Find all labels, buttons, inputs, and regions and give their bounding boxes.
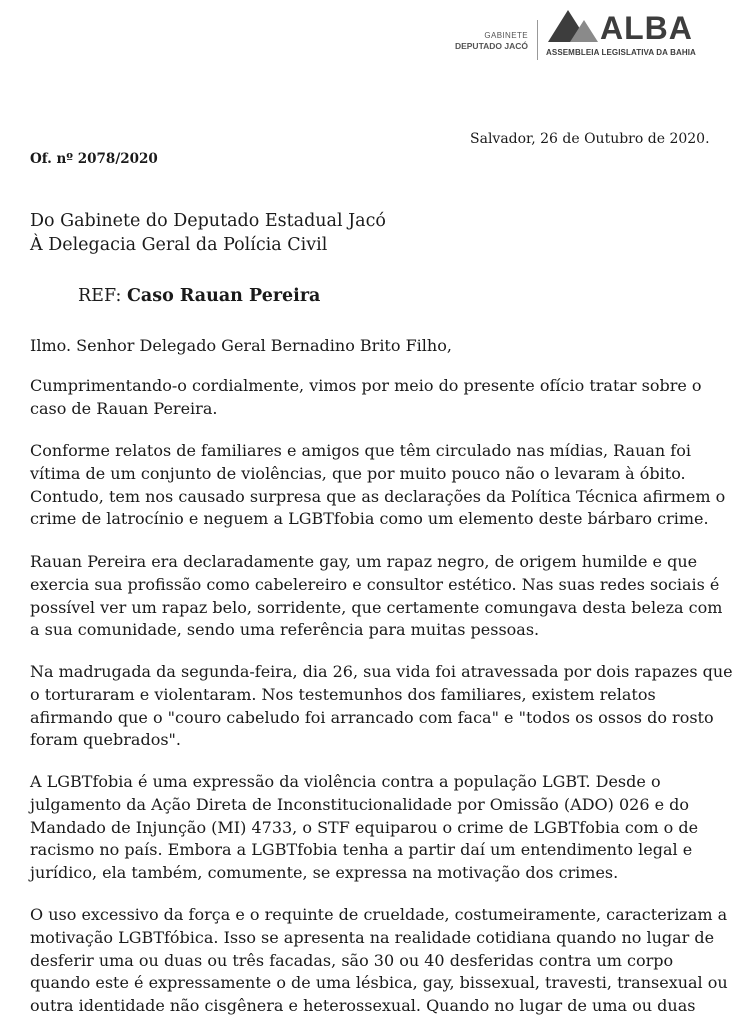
paragraph-line: Rauan Pereira era declaradamente gay, um rapaz negro, de origem humilde e que [30, 552, 698, 571]
paragraph-line: quando este é expressamente o de uma lésbica, gay, bissexual, travesti, transexual ou [30, 973, 728, 993]
to-line: À Delegacia Geral da Polícia Civil [30, 235, 328, 255]
gabinete-line-1: GABINETE [484, 31, 528, 40]
paragraph-line: Cumprimentando-o cordialmente, vimos por meio do presente ofício tratar sobre o [30, 376, 702, 395]
paragraph-line: caso de Rauan Pereira. [30, 398, 218, 418]
gabinete-label [452, 30, 528, 52]
letter-date: Salvador, 26 de Outubro de 2020. [470, 131, 710, 147]
paragraph-line: A LGBTfobia é uma expressão da violência contra a população LGBT. Desde o [30, 772, 661, 791]
ref-label: REF: [78, 286, 122, 306]
body-paragraph [30, 440, 725, 531]
body-paragraph [30, 661, 733, 752]
paragraph-line: Contudo, tem nos causado surpresa que as declarações da Política Técnica afirmem o [30, 486, 726, 506]
paragraph-line: Na madrugada da segunda-feira, dia 26, sua vida foi atravessada por dois rapazes que [30, 662, 733, 681]
paragraph-line: vítima de um conjunto de violências, que por muito pouco não o levaram à óbito. [30, 463, 686, 483]
paragraph-line: foram quebrados". [30, 730, 181, 750]
ref-title: Caso Rauan Pereira [126, 286, 321, 306]
paragraph-line: crime de latrocínio e neguem a LGBTfobia como um elemento deste bárbaro crime. [30, 509, 709, 529]
office-number: Of. nº 2078/2020 [30, 151, 158, 167]
body-paragraph [30, 904, 728, 1018]
paragraph-line: o torturaram e violentaram. Nos testemunhos dos familiares, existem relatos [30, 684, 656, 704]
reference-line [78, 286, 320, 306]
body-paragraph [30, 551, 722, 642]
paragraph-line: possível ver um rapaz belo, sorridente, que certamente comungava desta beleza com [30, 597, 723, 617]
paragraph-line: a sua comunidade, sendo uma referência para muitas pessoas. [30, 620, 540, 640]
paragraph-line: Conforme relatos de familiares e amigos que têm circulado nas mídias, Rauan foi [30, 441, 691, 460]
gabinete-line-2: DEPUTADO JACÓ [454, 41, 528, 51]
paragraph-line: racismo no país. Embora a LGBTfobia tenha a partir daí um entendimento legal e [30, 840, 693, 860]
paragraph-line: motivação LGBTfóbica. Isso se apresenta na realidade cotidiana quando no lugar de [30, 927, 715, 947]
letterhead [0, 6, 746, 56]
paragraph-line: Mandado de Injunção (MI) 4733, o STF equiparou o crime de LGBTfobia com o de [30, 817, 699, 837]
paragraph-line: outra identidade não cisgênera e heterossexual. Quando no lugar de uma ou duas [30, 996, 696, 1016]
paragraph-line: O uso excessivo da força e o requinte de crueldade, costumeiramente, caracterizam a [30, 905, 728, 924]
header-divider [537, 20, 538, 60]
paragraph-line: julgamento da Ação Direta de Inconstitucionalidade por Omissão (ADO) 026 e do [30, 794, 690, 814]
paragraph-line: afirmando que o "couro cabeludo foi arrancado com faca" e "todos os ossos do rosto [30, 707, 714, 727]
paragraph-line: desferir uma ou duas ou três facadas, são 30 ou 40 desferidas contra um corpo [30, 950, 674, 970]
alba-logo-subtitle: ASSEMBLEIA LEGISLATIVA DA BAHIA [546, 48, 696, 57]
body-paragraph [30, 771, 698, 885]
from-line: Do Gabinete do Deputado Estadual Jacó [30, 211, 386, 231]
body-paragraph [30, 375, 702, 421]
salutation: Ilmo. Senhor Delegado Geral Bernadino Brito Filho, [30, 336, 452, 355]
alba-logo-icon [546, 6, 598, 42]
paragraph-line: jurídico, ela também, comumente, se expressa na motivação dos crimes. [30, 863, 619, 883]
paragraph-line: exercia sua profissão como cabelereiro e consultor estético. Nas suas redes sociais é [30, 574, 720, 594]
addressee-block [30, 209, 386, 257]
alba-logo-text: ALBA [600, 10, 693, 46]
